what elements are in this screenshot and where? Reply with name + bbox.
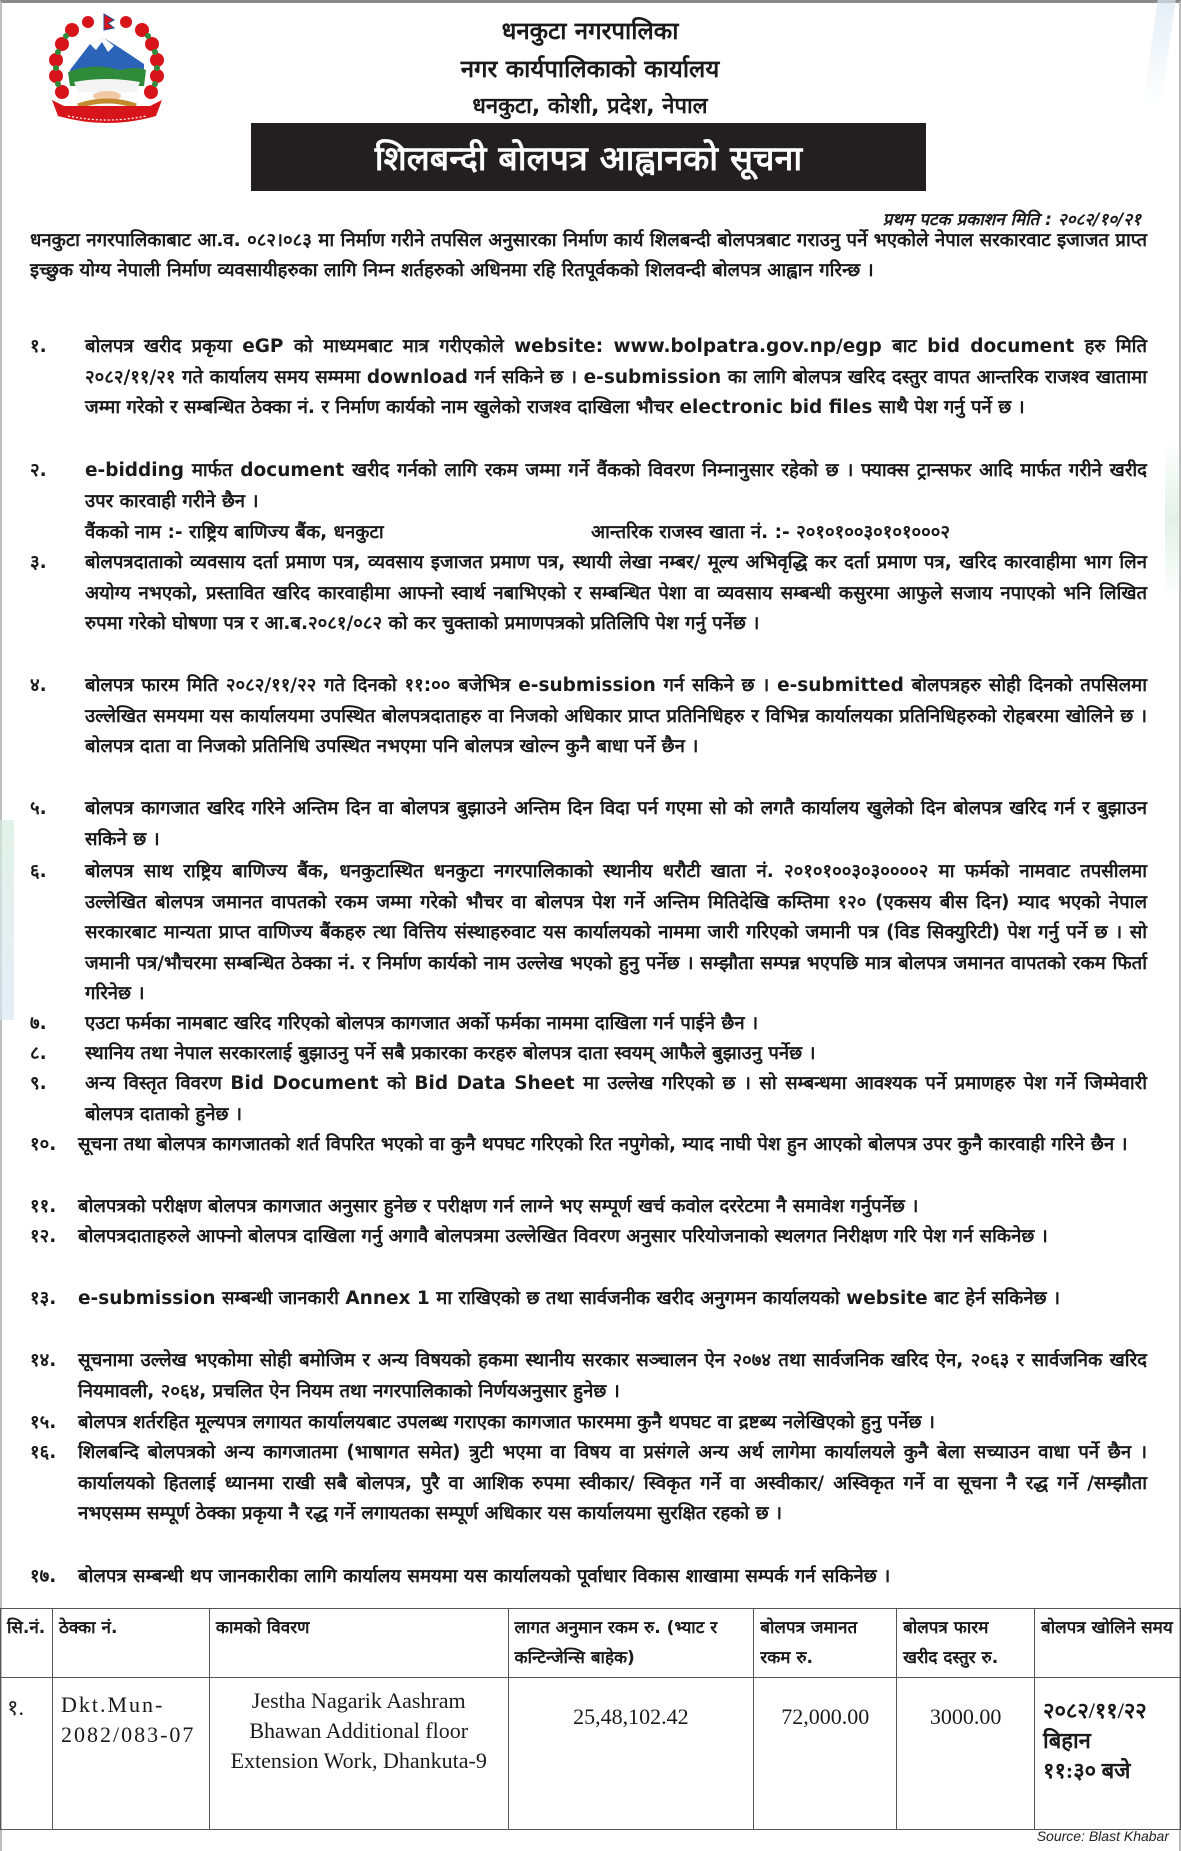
clause-number: ८.: [30, 1043, 47, 1064]
clause-number: ११.: [30, 1196, 57, 1217]
clause-15: [30, 1408, 1147, 1439]
clause-1: [30, 332, 1147, 424]
clause-4: [30, 671, 1147, 763]
clause-text: बोलपत्रको परीक्षण बोलपत्र कागजात अनुसार हुनेछ र परीक्षण गर्न लाग्ने भए सम्पूर्ण खर्च कवोल दररेटमा नै समावेश गर्नुपर्नेछ ।: [78, 1196, 919, 1217]
clause-text: बोलपत्र साथ राष्ट्रिय बाणिज्य बैंक, धनकुटास्थित धनकुटा नगरपालिकाको स्थानीय धरौटी खाता नं. २०१०१००३०३००००२ मा फर्मको नामवाट तपसीलमा उल्लेखित बोलपत्र जमानत वापतको रकम जम्मा गरेको भौचर वा बोलपत्र पेश गर्ने अन्तिम मितिदेखि कम्तिमा १२० (एकसय बीस दिन) म्याद भएको नेपाल सरकारबाट मान्यता प्राप्त वाणिज्य बैंकहरु त्था वित्तिय संस्थाहरुवाट यस कार्यालयको नाममा जारी गरिएको जमानी पत्र (विड सिक्युरिटी) पेश गर्नु पर्ने छ । सो जमानी पत्र/भौचरमा सम्बन्धित ठेक्का नं. र निर्माण कार्यको नाम उल्लेख भएको हुनु पर्नेछ । सम्झौता सम्पन्न भएपछि मात्र बोलपत्र जमानत वापतको रकम फिर्ता गरिनेछ ।: [85, 861, 1147, 1004]
clause-11: [30, 1192, 1147, 1223]
cell-bid-security: 72,000.00: [754, 1678, 897, 1830]
nepal-emblem-icon: [44, 8, 170, 134]
header-cost-estimate: लागत अनुमान रकम रु. (भ्याट र कन्टिन्जेन्सि बाहेक): [508, 1609, 754, 1678]
clause-number: ३.: [30, 552, 47, 573]
clause-text: सूचना तथा बोलपत्र कागजातको शर्त विपरित भएको वा कुनै थपघट गरिएको रित नपुगेको, म्याद नाघी पेश हुन आएको बोलपत्र उपर कुनै कारवाही गरिने छैन ।: [78, 1134, 1128, 1155]
clause-number: ९.: [30, 1073, 47, 1094]
clause-number: १७.: [30, 1566, 57, 1587]
clause-number: ७.: [30, 1013, 47, 1034]
clause-number: ४.: [30, 675, 47, 696]
header-work-description: कामको विवरण: [209, 1609, 508, 1678]
bank-details: [85, 518, 1147, 548]
clause-text: बोलपत्रदाताको व्यवसाय दर्ता प्रमाण पत्र, व्यवसाय इजाजत प्रमाण पत्र, स्थायी लेखा नम्बर/ मूल्य अभिवृद्धि कर दर्ता प्रमाण पत्र, खरिद कारवाहीमा भाग लिन अयोग्य नभएको, प्रस्तावित खरिद कारवाहीमा आफ्नो स्वार्थ नबाभिएको र सम्बन्धित पेशा वा व्यवसाय सम्बन्धी कसुरमा आफुले सजाय नपाएको भनि लिखित रुपमा गरेको घोषणा पत्र र आ.ब.२०८१/०८२ को कर चुक्ताको प्रमाणपत्रको प्रतिलिपि पेश गर्नु पर्नेछ ।: [85, 552, 1147, 634]
cell-cost-estimate: 25,48,102.42: [508, 1678, 754, 1830]
clause-text: e-bidding मार्फत document खरीद गर्नको लागि रकम जम्मा गर्ने वैंकको विवरण निम्नानुसार रहेको छ । फ्याक्स ट्रान्सफर आदि मार्फत गरीने खरीद उपर कारवाही गरीने छैन ।: [85, 460, 1147, 512]
notice-title-banner: [251, 123, 926, 191]
table-header-row: [1, 1609, 1181, 1678]
clause-2: [30, 456, 1147, 517]
clause-number: ५.: [30, 798, 47, 819]
cell-form-fee: 3000.00: [897, 1678, 1035, 1830]
clause-number: १२.: [30, 1226, 57, 1247]
clause-number: १४.: [30, 1350, 57, 1371]
opening-period: बिहान: [1043, 1728, 1091, 1753]
clause-text: बोलपत्रदाताहरुले आफ्नो बोलपत्र दाखिला गर्नु अगावै बोलपत्रमा उल्लेखित विवरण अनुसार परियोजनाको स्थलगत निरीक्षण गरि पेश गर्न सकिनेछ ।: [78, 1226, 1048, 1247]
clause-7: [30, 1009, 1147, 1040]
opening-date: २०८२/११/२२: [1043, 1698, 1147, 1723]
clause-text: बोलपत्र खरीद प्रकृया eGP को माध्यमबाट मात्र गरीएकोले website: www.bolpatra.gov.np/egp बाट bid document हरु मिति २०८२/११/२१ गते कार्यालय समय सम्ममा download गर्न सकिने छ । e-submission का लागि बोलपत्र खरिद दस्तुर वापत आन्तरिक राजश्व खातामा जम्मा गरेको र सम्बन्धित ठेक्का नं. र निर्माण कार्यको नाम खुलेको राजश्व दाखिला भौचर electronic bid files साथै पेश गर्नु पर्ने छ ।: [85, 336, 1147, 418]
tender-table: [0, 1608, 1181, 1830]
source-credit: Source: Blast Khabar: [1036, 1828, 1169, 1844]
clause-text: बोलपत्र कागजात खरिद गरिने अन्तिम दिन वा बोलपत्र बुझाउने अन्तिम दिन विदा पर्न गएमा सो को लगतै कार्यालय खुलेको दिन बोलपत्र खरिद गर्न र बुझाउन सकिने छ ।: [85, 798, 1147, 850]
table-row: [1, 1678, 1181, 1830]
clause-text: बोलपत्र सम्बन्धी थप जानकारीका लागि कार्यालय समयमा यस कार्यालयको पूर्वाधार विकास शाखामा सम्पर्क गर्न सकिनेछ ।: [78, 1566, 891, 1587]
clause-16: [30, 1438, 1147, 1530]
clause-text: सूचनामा उल्लेख भएकोमा सोही बमोजिम र अन्य विषयको हकमा स्थानीय सरकार सञ्चालन ऐन २०७४ तथा सार्वजनिक खरिद ऐन, २०६३ र सार्वजनिक खरिद नियमावली, २०६४, प्रचलित ऐन नियम तथा नगरपालिकाको निर्णयअनुसार हुनेछ ।: [78, 1350, 1147, 1402]
clause-17: [30, 1562, 1147, 1593]
clause-text: स्थानिय तथा नेपाल सरकारलाई बुझाउनु पर्ने सबै प्रकारका करहरु बोलपत्र दाता स्वयम् आफैले बुझाउनु पर्नेछ ।: [85, 1043, 816, 1064]
clause-number: १५.: [30, 1412, 57, 1433]
municipality-name: धनकुटा नगरपालिका: [501, 17, 679, 45]
clause-10: [30, 1130, 1147, 1161]
intro-paragraph: धनकुटा नगरपालिकाबाट आ.व. ०८२।०८३ मा निर्माण गरीने तपसिल अनुसारका निर्माण कार्य शिलबन्दी बोलपत्रबाट गराउनु पर्ने भएकोले नेपाल सरकारवाट इजाजत प्राप्त इच्छुक योग्य नेपाली निर्माण व्यवसायीहरुका लागि निम्न शर्तहरुको अधिनमा रहि रितपूर्वकको शिलवन्दी बोलपत्र आह्वान गरिन्छ ।: [30, 230, 1147, 281]
cell-work-description: Jestha Nagarik Aashram Bhawan Additional floor Extension Work, Dhankuta-9: [209, 1678, 508, 1830]
cell-opening-time: [1035, 1678, 1181, 1830]
clause-13: [30, 1284, 1147, 1315]
clause-number: १६.: [30, 1442, 57, 1463]
cell-serial: १.: [1, 1678, 53, 1830]
clause-text: e-submission सम्बन्धी जानकारी Annex 1 मा राखिएको छ तथा सार्वजनीक खरीद अनुगमन कार्यालयको website बाट हेर्न सकिनेछ ।: [78, 1288, 1061, 1309]
clause-3: [30, 548, 1147, 640]
cell-contract-no: Dkt.Mun-2082/083-07: [52, 1678, 209, 1830]
clause-8: [30, 1039, 1147, 1070]
clause-text: अन्य विस्तृत विवरण Bid Document को Bid Data Sheet मा उल्लेख गरिएको छ । सो सम्बन्धमा आवश्यक पर्ने प्रमाणहरु पेश गर्ने जिम्मेवारी बोलपत्र दाताको हुनेछ ।: [85, 1073, 1147, 1125]
header-bid-security: बोलपत्र जमानत रकम रु.: [754, 1609, 897, 1678]
clause-9: [30, 1069, 1147, 1130]
header-form-fee: बोलपत्र फारम खरीद दस्तुर रु.: [897, 1609, 1035, 1678]
publication-date: प्रथम पटक प्रकाशन मिति : २०८२/१०/२१: [882, 210, 1141, 230]
opening-clock-time: ११:३० बजे: [1043, 1758, 1131, 1783]
office-address: धनकुटा, कोशी, प्रदेश, नेपाल: [472, 94, 708, 119]
header-serial: सि.नं.: [1, 1609, 53, 1678]
clause-text: एउटा फर्मका नामबाट खरिद गरिएको बोलपत्र कागजात अर्को फर्मका नाममा दाखिला गर्न पाईने छैन ।: [85, 1013, 759, 1034]
clause-number: २.: [30, 460, 47, 481]
clause-number: ६.: [30, 861, 47, 882]
revenue-account-number: आन्तरिक राजस्व खाता नं. :- २०१०१००३०१०१०००२: [591, 522, 951, 543]
header-contract-no: ठेक्का नं.: [52, 1609, 209, 1678]
clause-14: [30, 1346, 1147, 1407]
clause-6: [30, 857, 1147, 1010]
clause-number: १३.: [30, 1288, 57, 1309]
bank-name: वैंकको नाम :- राष्ट्रिय बाणिज्य बैंक, धनकुटा: [85, 522, 384, 543]
clause-text: शिलबन्दि बोलपत्रको अन्य कागजातमा (भाषागत समेत) त्रुटी भएमा वा विषय वा प्रसंगले अन्य अर्थ लागेमा कार्यालयले कुनै बेला सच्याउन वाधा पर्ने छैन । कार्यालयको हितलाई ध्यानमा राखी सबै बोलपत्र, पुरै वा आशिक रुपमा स्वीकार/ स्विकृत गर्ने वा अस्वीकार/ अस्विकृत गर्ने वा सूचना नै रद्ध गर्ने /सम्झौता नभएसम्म सम्पूर्ण ठेक्का प्रकृया नै रद्ध गर्ने लगायतका सम्पूर्ण अधिकार यस कार्यालयमा सुरक्षित रहको छ ।: [78, 1442, 1147, 1524]
clause-number: १०.: [30, 1134, 57, 1155]
notice-title: शिलबन्दी बोलपत्र आह्वानको सूचना: [374, 139, 803, 179]
clause-text: बोलपत्र फारम मिति २०८२/११/२२ गते दिनको ११:०० बजेभित्र e-submission गर्न सकिने छ । e-submitted बोलपत्रहरु सोही दिनको तपसिलमा उल्लेखित समयमा यस कार्यालयमा उपस्थित बोलपत्रदाताहरु वा निजको अधिकार प्राप्त प्रतिनिधिहरु र विभिन्न कार्यालयका प्रतिनिधिहरुको रोहबरमा खोलिने छ । बोलपत्र दाता वा निजको प्रतिनिधि उपस्थित नभएमा पनि बोलपत्र खोल्न कुनै बाधा पर्ने छैन ।: [85, 675, 1147, 757]
clause-12: [30, 1222, 1147, 1253]
clause-5: [30, 794, 1147, 855]
clause-text: बोलपत्र शर्तरहित मूल्यपत्र लगायत कार्यालयबाट उपलब्ध गराएका कागजात फारममा कुनै थपघट वा द्रष्टब्य नलेखिएको हुनु पर्नेछ ।: [78, 1412, 935, 1433]
office-name: नगर कार्यपालिकाको कार्यालय: [460, 55, 720, 83]
clause-number: १.: [30, 336, 47, 357]
header-opening-time: बोलपत्र खोलिने समय: [1035, 1609, 1181, 1678]
